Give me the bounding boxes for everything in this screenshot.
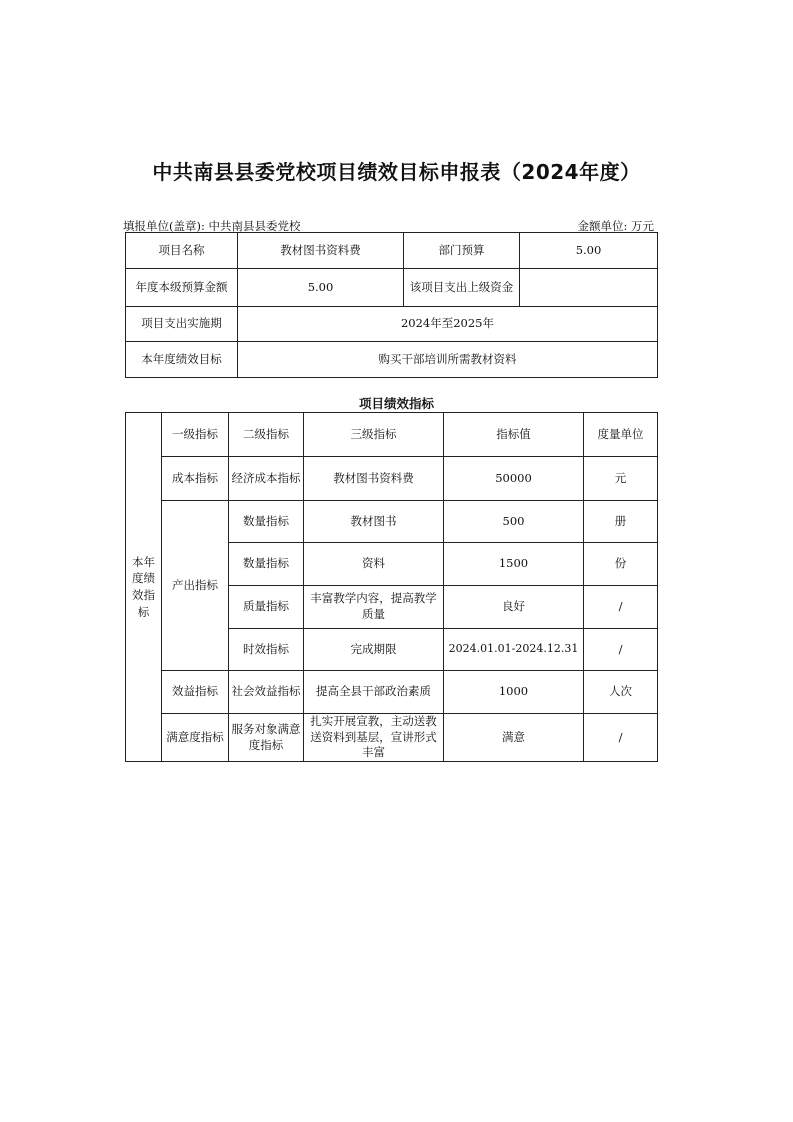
output-unit: /	[584, 629, 658, 671]
cost-level1: 成本指标	[162, 457, 229, 501]
output-value: 良好	[444, 586, 584, 629]
output-level3: 完成期限	[304, 629, 444, 671]
superior-funds-value	[520, 269, 658, 307]
cost-value: 50000	[444, 457, 584, 501]
output-level2: 时效指标	[229, 629, 304, 671]
satisfaction-level1: 满意度指标	[162, 714, 229, 762]
benefit-level3: 提高全县干部政治素质	[304, 671, 444, 714]
annual-budget-label: 年度本级预算金额	[126, 269, 238, 307]
satisfaction-unit: /	[584, 714, 658, 762]
table-row	[126, 714, 658, 762]
dept-budget-value: 5.00	[520, 233, 658, 269]
header-level3: 三级指标	[304, 413, 444, 457]
output-unit: 册	[584, 501, 658, 543]
table-row	[126, 501, 658, 543]
output-level3: 教材图书	[304, 501, 444, 543]
table-row	[126, 342, 658, 378]
dept-budget-label: 部门预算	[404, 233, 520, 269]
output-level3: 资料	[304, 543, 444, 586]
output-value: 500	[444, 501, 584, 543]
table-row	[126, 233, 658, 269]
table-row	[126, 457, 658, 501]
cost-level2: 经济成本指标	[229, 457, 304, 501]
satisfaction-level2: 服务对象满意度指标	[229, 714, 304, 762]
indicators-section-title: 项目绩效指标	[358, 396, 434, 411]
side-label	[126, 413, 162, 762]
output-level2: 质量指标	[229, 586, 304, 629]
superior-funds-label: 该项目支出上级资金	[404, 269, 520, 307]
output-level3: 丰富教学内容，提高教学质量	[304, 586, 444, 629]
side-label-text: 本年度绩效指标	[132, 554, 155, 619]
output-value: 2024.01.01-2024.12.31	[444, 629, 584, 671]
output-unit: 份	[584, 543, 658, 586]
goal-value: 购买干部培训所需教材资料	[238, 342, 658, 378]
output-unit: /	[584, 586, 658, 629]
benefit-level1: 效益指标	[162, 671, 229, 714]
header-unit: 度量单位	[584, 413, 658, 457]
document-title: 中共南县县委党校项目绩效目标申报表（2024年度）	[152, 160, 641, 184]
project-name-label: 项目名称	[126, 233, 238, 269]
basic-info-table	[125, 232, 658, 378]
header-level1: 一级指标	[162, 413, 229, 457]
header-level2: 二级指标	[229, 413, 304, 457]
annual-budget-value: 5.00	[238, 269, 404, 307]
output-level2: 数量指标	[229, 543, 304, 586]
fill-unit: 填报单位(盖章): 中共南县县委党校	[123, 219, 301, 233]
satisfaction-value: 满意	[444, 714, 584, 762]
cost-unit: 元	[584, 457, 658, 501]
header-value: 指标值	[444, 413, 584, 457]
period-value: 2024年至2025年	[238, 307, 658, 342]
amount-unit: 金额单位: 万元	[577, 219, 654, 233]
indicators-table	[125, 412, 658, 762]
table-row	[126, 307, 658, 342]
table-row	[126, 671, 658, 714]
benefit-unit: 人次	[584, 671, 658, 714]
table-row	[126, 269, 658, 307]
output-value: 1500	[444, 543, 584, 586]
cost-level3: 教材图书资料费	[304, 457, 444, 501]
project-name-value: 教材图书资料费	[238, 233, 404, 269]
table-row	[126, 413, 658, 457]
goal-label: 本年度绩效目标	[126, 342, 238, 378]
benefit-value: 1000	[444, 671, 584, 714]
output-level1: 产出指标	[162, 501, 229, 671]
satisfaction-level3: 扎实开展宣教，主动送教送资料到基层，宣讲形式丰富	[304, 714, 444, 762]
period-label: 项目支出实施期	[126, 307, 238, 342]
output-level2: 数量指标	[229, 501, 304, 543]
benefit-level2: 社会效益指标	[229, 671, 304, 714]
